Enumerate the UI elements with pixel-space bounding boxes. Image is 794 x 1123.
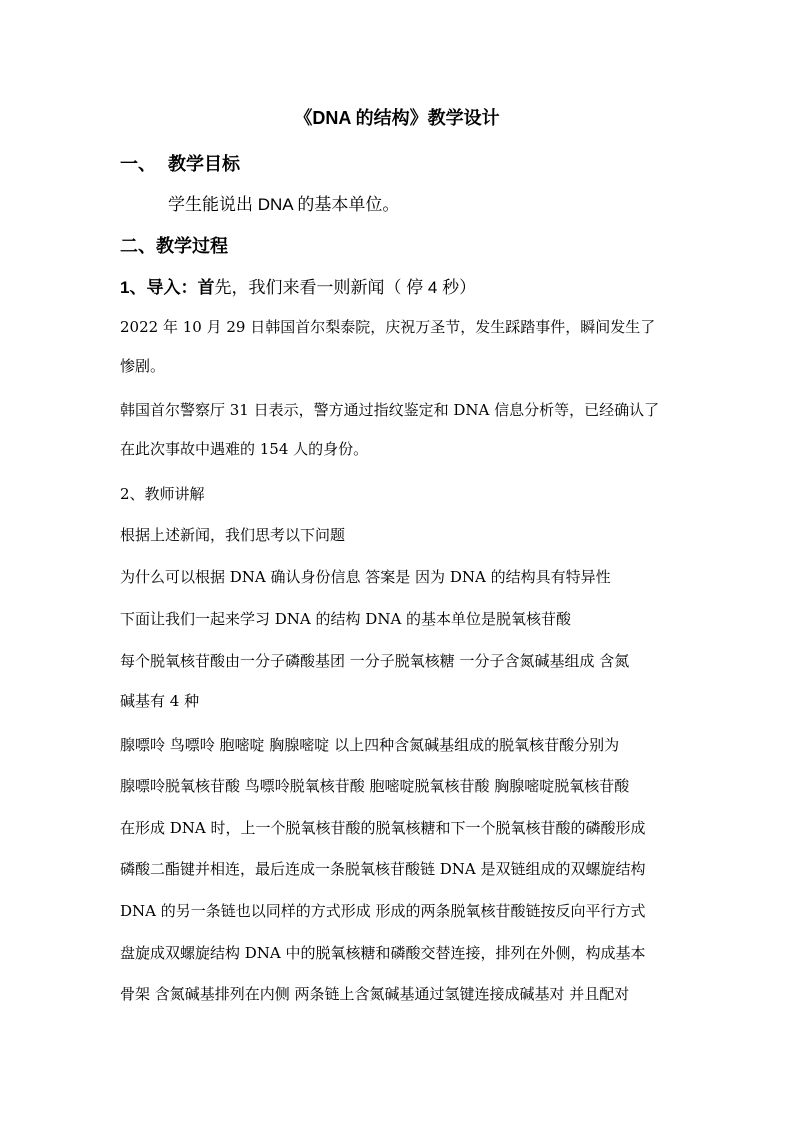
intro-text: 先，我们来看一则新闻（ 停 4 秒） [214,278,477,297]
paragraph-line: 腺嘌呤 鸟嘌呤 胞嘧啶 胸腺嘧啶 以上四种含氮碱基组成的脱氧核苷酸分别为 [120,736,620,754]
paragraph-line: 2022 年 10 月 29 日韩国首尔梨泰院，庆祝万圣节，发生踩踏事件，瞬间发生了 [120,318,656,336]
goal-line: 学生能说出 DNA 的基本单位。 [168,195,400,214]
paragraph-line: 骨架 含氮碱基排列在内侧 两条链上含氮碱基通过氢键连接成碱基对 并且配对 [120,985,630,1003]
paragraph-line: 在此次事故中遇难的 154 人的身份。 [120,440,369,458]
paragraph-line: 为什么可以根据 DNA 确认身份信息 答案是 因为 DNA 的结构具有特异性 [120,568,611,586]
paragraph-line: 腺嘌呤脱氧核苷酸 鸟嘌呤脱氧核苷酸 胞嘧啶脱氧核苷酸 胸腺嘧啶脱氧核苷酸 [120,777,630,795]
intro-bold: 首 [197,278,215,297]
paragraph-line: DNA 的另一条链也以同样的方式形成 形成的两条脱氧核苷酸链按反向平行方式 [120,902,646,920]
document-title: 《DNA 的结构》教学设计 [294,108,500,128]
paragraph-line: 下面让我们一起来学习 DNA 的结构 DNA 的基本单位是脱氧核苷酸 [120,610,572,628]
paragraph-line: 惨剧。 [120,357,166,375]
section-heading-process: 二、教学过程 [120,236,228,256]
section-number: 一、 [120,154,156,174]
paragraph-line: 磷酸二酯键并相连，最后连成一条脱氧核苷酸链 DNA 是双链组成的双螺旋结构 [120,860,646,878]
paragraph-line: 2、教师讲解 [120,485,205,503]
section-heading-goals [120,150,240,176]
intro-label: 1、导入： [120,278,198,297]
paragraph-line: 盘旋成双螺旋结构 DNA 中的脱氧核糖和磷酸交替连接，排列在外侧，构成基本 [120,944,646,962]
intro-line [120,273,476,298]
paragraph-line: 在形成 DNA 时，上一个脱氧核苷酸的脱氧核糖和下一个脱氧核苷酸的磷酸形成 [120,819,646,837]
paragraph-line: 每个脱氧核苷酸由一分子磷酸基团 一分子脱氧核糖 一分子含氮碱基组成 含氮 [120,652,630,670]
paragraph-line: 韩国首尔警察厅 31 日表示，警方通过指纹鉴定和 DNA 信息分析等，已经确认了 [120,401,660,419]
section-title: 教学目标 [168,154,240,174]
paragraph-line: 根据上述新闻，我们思考以下问题 [120,526,346,544]
paragraph-line: 碱基有 4 种 [120,692,200,710]
